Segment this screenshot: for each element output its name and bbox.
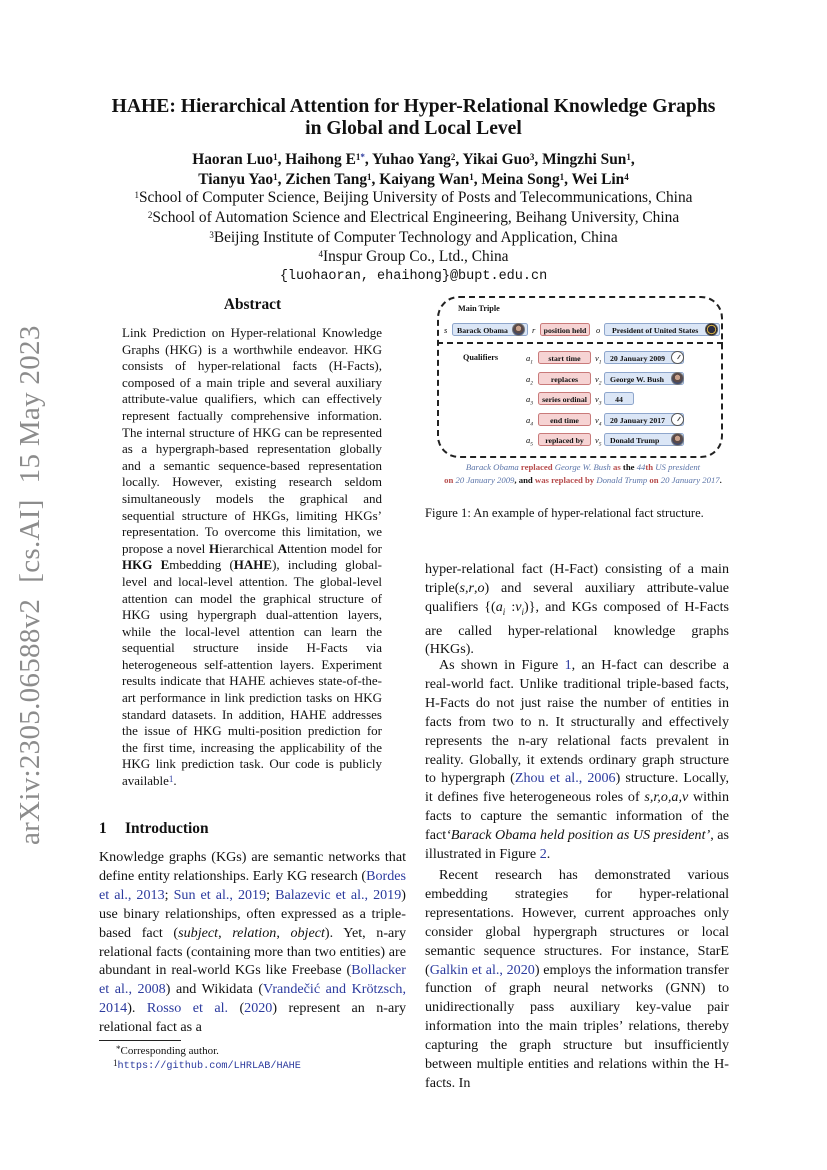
citation-link[interactable]: Sun et al., 2019 — [173, 886, 267, 903]
arxiv-date: 15 May 2023 — [14, 325, 46, 484]
abstract-text — [152, 557, 160, 572]
text-run: As shown in Figure — [439, 657, 565, 673]
text-run: ) represent an n-ary relational fact as a — [99, 1000, 406, 1036]
italic-text: subject — [178, 924, 219, 941]
author-affiliation-mark: 2 — [450, 152, 456, 162]
bold-word: HKG — [122, 557, 153, 573]
authors-line-2: Tianyu Yao$^1$, Zichen Tang$^1$, Kaiyang Wan$^1$, Meina Song$^1$, Wei Lin$^4$ — [198, 170, 629, 188]
sentence-run: replaced — [518, 462, 555, 472]
text-run: hyper-relational fact (H-Fact) consisting of a main triple( — [425, 561, 729, 596]
abstract-text: mbedding ( — [169, 557, 234, 573]
author-name: Wei Lin — [571, 170, 625, 188]
symbol-attribute: $a_2$ — [526, 373, 533, 387]
author-affiliation-mark: 1 — [469, 171, 474, 182]
text-run: ) and several auxiliary attribute-value qualifiers {( — [425, 579, 729, 615]
portrait-icon — [671, 433, 684, 446]
text-run: Recent research has demonstrated various embedding strategies for hyper-relational representations. However, current approaches only consider global hypergraph structures or local semantic sequence structures. For instance, StarE ( — [425, 867, 729, 978]
portrait-icon — [671, 372, 684, 385]
author-name: Mingzhi Sun — [542, 151, 627, 168]
subscript: i — [502, 606, 506, 617]
citation-link[interactable]: Rosso et al. — [146, 1000, 229, 1017]
arxiv-stamp — [14, 309, 47, 845]
citation-link[interactable]: 1 — [564, 657, 572, 673]
affiliation — [60, 208, 767, 228]
sentence-run: . — [719, 475, 722, 485]
italic-text: s — [459, 579, 465, 596]
symbol-s: s — [444, 325, 448, 335]
text-run: , — [276, 924, 291, 941]
text-run: , — [218, 924, 233, 941]
bold-word: HAHE — [233, 557, 273, 573]
italic-text: r — [468, 579, 474, 596]
arxiv-id: arXiv:2305.06588v2 — [14, 598, 46, 845]
figure-caption: Figure 1: An example of hyper-relational fact structure. — [425, 506, 704, 520]
text-run: , an H-fact can describe a real-world fact. Unlike traditional triple-based facts, H-Facts do not just raise the number of entities in facts from two to n. It structurally and effectively represents the n-ary relational facts prevalent in reality. Globally, it extends ordinary graph structure to hypergraph ( — [425, 657, 729, 787]
qualifier-attribute: replaces — [538, 372, 591, 385]
affiliation-list — [60, 188, 767, 267]
bold-letter: H — [209, 540, 220, 556]
text-run: ) and Wikidata ( — [165, 981, 264, 998]
text-run: ) use binary relationships, often expressed as a triple-based fact ( — [99, 886, 406, 941]
abstract-text: ierarchical — [219, 540, 278, 556]
qualifier-value: 20 January 2017 — [604, 413, 684, 426]
text-run: , as illustrated in Figure — [425, 827, 730, 863]
section-heading-introduction — [99, 820, 209, 838]
qualifier-value: Donald Trump — [604, 433, 684, 446]
clock-icon — [671, 413, 684, 426]
author-name: Haihong E — [285, 151, 356, 168]
text-run: ( — [228, 1000, 245, 1017]
text-run: : — [505, 598, 516, 615]
qualifiers-label: Qualifiers — [463, 353, 499, 362]
text-run: )}, and KGs composed of H-Facts are called hyper-relational knowledge graphs (HKGs). — [425, 598, 729, 658]
citation-link[interactable]: Zhou et al., 2006 — [514, 770, 616, 787]
subscript: i — [521, 606, 525, 617]
author-affiliation-mark: 1 — [273, 171, 278, 182]
citation-link[interactable]: 2020 — [244, 1000, 273, 1017]
citation-link[interactable]: 2 — [539, 846, 547, 863]
sentence-run: th — [645, 462, 656, 472]
symbol-attribute: $a_5$ — [526, 435, 533, 448]
italic-text: v — [515, 598, 522, 615]
text-run: ) structure. Locally, it defines five heterogeneous roles of — [425, 770, 729, 806]
section-number: 1 — [99, 820, 107, 837]
citation-link[interactable]: Bordes et al., 2013 — [99, 867, 406, 903]
author-name: Yuhao Yang — [371, 151, 451, 168]
affiliation-text: School of Automation Science and Electrical Engineering, Beihang University, China — [152, 208, 680, 226]
affiliation-mark: 2 — [147, 209, 153, 220]
sentence-run: US president — [655, 462, 701, 472]
italic-text: o — [477, 579, 485, 596]
text-run: ). Yet, n-ary relational facts (containing more than two entities) are abundant in real-world KGs like Freebase ( — [99, 924, 407, 979]
citation-link[interactable]: Vrandečić and Krötzsch, 2014 — [99, 981, 406, 1017]
author-name: Haoran Luo — [192, 151, 274, 168]
footnote-rule — [99, 1040, 181, 1041]
italic-text: relation — [232, 924, 277, 941]
italic-text: ‘Barack Obama held position as US president’ — [446, 827, 711, 844]
author-name: Kaiyang Wan — [379, 170, 470, 188]
qualifier-attribute: replaced by — [538, 433, 591, 446]
authors — [60, 150, 767, 189]
text-run: within facts to capture the semantic information of the fact — [425, 789, 729, 844]
text-run: Knowledge graphs (KGs) are semantic networks that define entity relationships. Early KG research ( — [99, 849, 406, 884]
author-affiliation-mark: 1 — [626, 152, 631, 162]
qualifier-attribute: start time — [538, 351, 591, 364]
text-run: ; — [266, 886, 276, 903]
sentence-run: 20 January 2017 — [660, 475, 720, 485]
bold-letter: A — [277, 540, 288, 556]
entity-object: President of United States — [604, 323, 720, 336]
sentence-run: George W. Bush — [554, 462, 611, 472]
abstract-text-1: Link Prediction on Hyper-relational Knowledge Graphs (HKG) is a worthwhile endeavor. HKG consists of hyper-relational facts (H-Facts), composed of a main triple and several auxiliary attribute-value qualifiers, which can effectively represent factually comprehensive information. The internal structure of HKG can be represented as a hypergraph-based representation globally and a semantic sequence-based representation locally. However, existing research seldom simultaneously models the graphical and sequential structure of HKGs, limiting HKGs’ representation. To overcome this limitation, we propose a novel — [122, 325, 382, 556]
abstract-text: . — [173, 773, 177, 789]
author-name: Tianyu Yao — [198, 170, 274, 188]
qualifier-attribute: series ordinal — [538, 392, 591, 405]
citation-link[interactable]: Balazevic et al., 2019 — [275, 886, 402, 903]
symbol-value: $v_2$ — [595, 373, 602, 387]
italic-text: s,r,o,a,v — [644, 789, 689, 806]
arxiv-category: [cs.AI] — [14, 499, 46, 583]
intro-right-paragraph-3 — [425, 866, 729, 1093]
relation-main: position held — [540, 323, 590, 336]
symbol-r: r — [532, 325, 536, 335]
author-affiliation-mark: 3 — [529, 152, 535, 162]
sentence-run: as — [610, 462, 623, 472]
symbol-value: $v_5$ — [595, 435, 602, 448]
affiliation-text: Inspur Group Co., Ltd., China — [322, 248, 509, 266]
authors-line-1: Haoran Luo$^1$, Haihong $E^{1*}$, Yuhao Yang$^2$, Yikai Guo$^3$, Mingzhi Sun$^1$, — [192, 151, 635, 168]
sentence-run: 44 — [636, 462, 646, 472]
entity-subject: Barack Obama — [452, 323, 528, 336]
text-run: . — [546, 846, 551, 863]
affiliation-mark: 1 — [134, 190, 139, 200]
citation-link[interactable]: Bollacker et al., 2008 — [99, 962, 406, 998]
footnote-corresponding — [99, 1044, 406, 1058]
figure-example-sentence — [425, 461, 741, 487]
figure-1 — [437, 296, 723, 458]
email: {luohaoran, ehaihong}@bupt.edu.cn — [279, 269, 548, 285]
abstract-heading: Abstract — [223, 296, 282, 313]
sentence-run: Barack Obama — [465, 462, 519, 472]
intro-left-paragraph — [99, 848, 406, 1037]
text-run: ). — [127, 1000, 147, 1017]
clock-icon — [671, 351, 684, 364]
affiliation-mark: 4 — [318, 249, 323, 260]
italic-text: a — [495, 598, 503, 615]
symbol-attribute: $a_1$ — [526, 353, 533, 366]
author-name: Meina Song — [481, 170, 560, 188]
text-run: ; — [164, 886, 174, 903]
sentence-run: Donald Trump — [596, 475, 648, 485]
paper-title — [60, 96, 767, 140]
qualifier-value: George W. Bush — [604, 372, 684, 385]
affiliations — [60, 188, 767, 287]
footnote-text: Corresponding author. — [120, 1045, 219, 1057]
qualifier-value: 44 — [604, 392, 634, 405]
footnote-mark: * — [116, 1044, 121, 1054]
text-run: ) employs the information transfer function of graph neural networks (GNN) to unidirectionally pass auxiliary key-value pair information into the main triples’ relations, thereby capturing the graph structure but insufficiently between multiple entities and relations within the H-facts. In — [425, 961, 729, 1091]
affiliation — [60, 188, 767, 208]
abstract-text-2: ), including global-level and local-level attention. The global-level attention can model the graphical structure of HKG using hypergraph dual-attention layers, while the local-level attention can learn the sequential structure inside H-Facts via heterogeneous self-attention layers. Experiment results indicate that HAHE achieves state-of-the-art performance in link prediction tasks on HKG standard datasets. In addition, HAHE addresses the issue of HKG multi-position prediction for the first time, increasing the applicability of the HKG link prediction task. Our code is publicly available — [122, 557, 383, 789]
author-name: Yikai Guo — [462, 151, 530, 168]
symbol-o: o — [596, 325, 601, 335]
intro-right-paragraph-1 — [425, 560, 729, 659]
author-affiliation-mark: 1 — [559, 171, 565, 182]
symbol-value: $v_1$ — [595, 353, 602, 366]
abstract-text: ttention model for — [287, 540, 383, 556]
footnotes — [99, 1044, 406, 1074]
symbol-value: $v_4$ — [595, 414, 602, 428]
symbol-attribute: $a_4$ — [526, 414, 533, 428]
affiliation — [60, 247, 767, 267]
qualifier-attribute: end time — [538, 413, 591, 426]
text-run: , — [464, 579, 469, 596]
author-affiliation-mark: 1* — [355, 152, 365, 162]
symbol-attribute: $a_3$ — [526, 394, 533, 407]
qualifier-value: 20 January 2009 — [604, 351, 684, 364]
affiliation-text: School of Computer Science, Beijing University of Posts and Telecommunications, China — [139, 189, 693, 206]
author-affiliation-mark: 1 — [367, 171, 372, 182]
figure-divider — [437, 342, 723, 344]
sentence-run: , and — [514, 475, 535, 485]
main-triple-label: Main Triple — [458, 304, 500, 313]
symbol-value: $v_3$ — [595, 394, 602, 407]
footnote-link[interactable]: 1 — [168, 774, 174, 785]
footnote-code — [99, 1058, 406, 1074]
author-affiliation-mark: 4 — [624, 171, 629, 182]
title-line-1: HAHE: Hierarchical Attention for Hyper-Relational Knowledge Graphs — [111, 96, 716, 117]
section-title: Introduction — [125, 820, 209, 837]
sentence-run: 20 January 2009 — [455, 475, 515, 485]
affiliation-mark: 3 — [209, 229, 214, 240]
code-link[interactable]: https://github.com/LHRLAB/HAHE — [117, 1061, 301, 1072]
affiliation-text: Beijing Institute of Computer Technology and Application, China — [213, 228, 618, 246]
affiliation — [60, 228, 767, 248]
title-line-2: in Global and Local Level — [305, 118, 522, 139]
abstract-body — [122, 325, 382, 790]
sentence-run: the — [622, 462, 637, 472]
author-affiliation-mark: 1 — [273, 152, 278, 162]
citation-link[interactable]: Galkin et al., 2020 — [429, 961, 535, 978]
sentence-run: was replaced by — [534, 475, 597, 485]
presidential-seal-icon — [705, 323, 718, 336]
bold-letter: E — [160, 557, 170, 573]
intro-right-paragraph-2 — [425, 656, 729, 864]
portrait-icon — [512, 323, 525, 336]
text-run: , — [473, 579, 478, 596]
sentence-run: on — [444, 475, 456, 485]
footnote-mark: 1 — [113, 1058, 118, 1068]
sentence-run: on — [647, 475, 661, 485]
italic-text: object — [290, 924, 325, 941]
author-name: Zichen Tang — [285, 170, 368, 188]
corresponding-mark[interactable]: * — [360, 152, 365, 162]
